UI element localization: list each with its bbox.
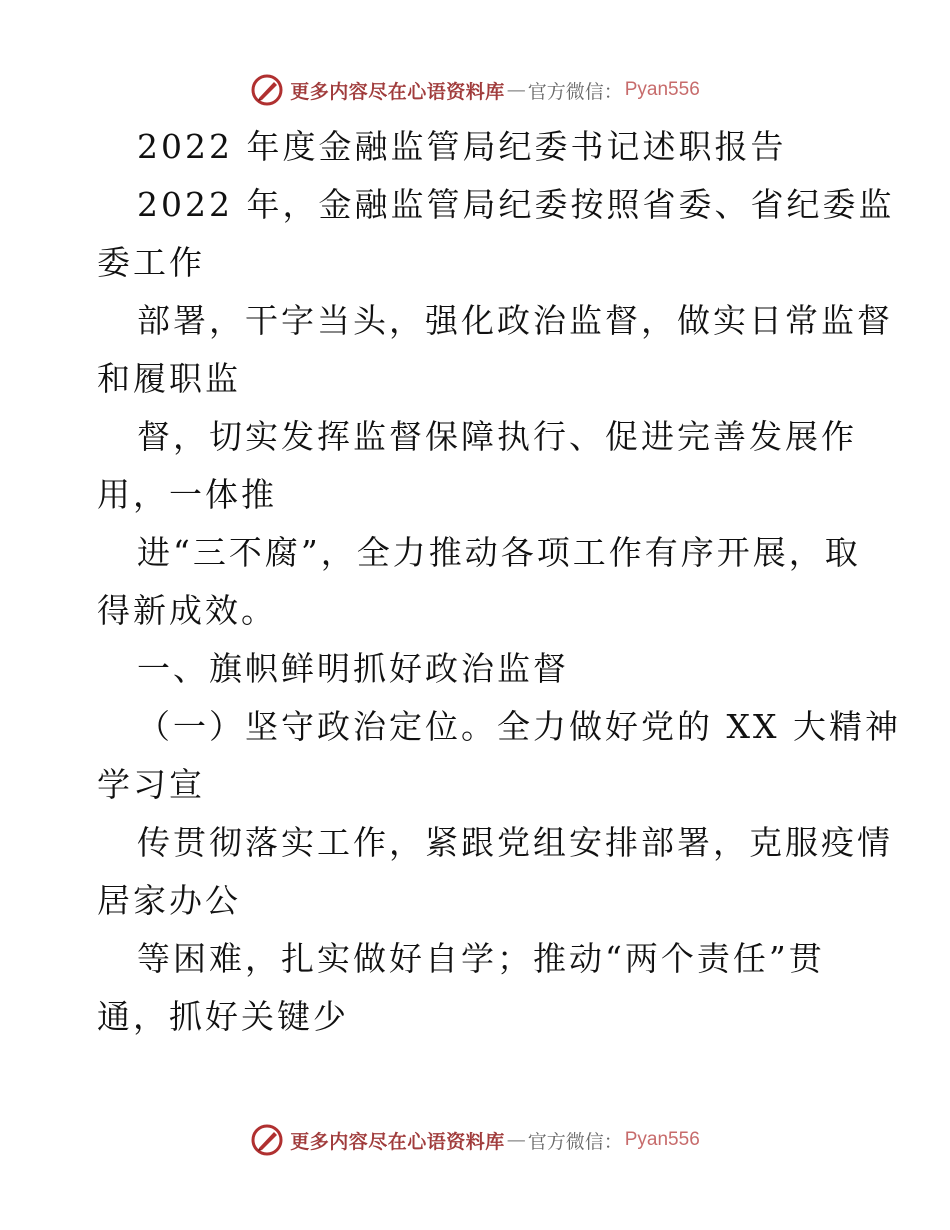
pen-logo-icon <box>250 73 284 107</box>
paragraph-line: 部署，干字当头，强化政治监督，做实日常监督 <box>137 301 893 340</box>
watermark-dash: — <box>506 1129 526 1151</box>
footer-watermark <box>0 1120 950 1160</box>
watermark-wechat-id: Pyan556 <box>624 79 700 100</box>
header-watermark <box>0 70 950 110</box>
paragraph-line: 用，一体推 <box>97 475 277 514</box>
paragraph-line: 进“三不腐”，全力推动各项工作有序开展，取 <box>137 533 861 572</box>
section-heading: 一、旗帜鲜明抓好政治监督 <box>137 649 569 688</box>
document-body <box>97 118 901 1046</box>
watermark-site-text: 更多内容尽在心语资料库 <box>290 1130 505 1153</box>
paragraph-line: 得新成效。 <box>97 591 277 630</box>
watermark-dash: — <box>506 79 526 101</box>
document-title: 2022 年度金融监管局纪委书记述职报告 <box>137 127 787 166</box>
paragraph-line: 等困难，扎实做好自学；推动“两个责任”贯 <box>137 939 825 978</box>
watermark-wechat-id: Pyan556 <box>624 1129 700 1150</box>
pen-logo-icon <box>250 1123 284 1157</box>
watermark-wechat-label: 官方微信： <box>527 80 623 103</box>
watermark-site-text: 更多内容尽在心语资料库 <box>290 80 505 103</box>
paragraph-line: 学习宣 <box>97 765 205 804</box>
paragraph-line: 传贯彻落实工作，紧跟党组安排部署，克服疫情 <box>137 823 893 862</box>
paragraph-line: 通，抓好关键少 <box>97 997 349 1036</box>
paragraph-line: 和履职监 <box>97 359 241 398</box>
paragraph-line: 委工作 <box>97 243 205 282</box>
subsection-heading-line: （一）坚守政治定位。全力做好党的 XX 大精神 <box>137 707 901 746</box>
paragraph-line: 居家办公 <box>97 881 241 920</box>
paragraph-line: 督，切实发挥监督保障执行、促进完善发展作 <box>137 417 857 456</box>
paragraph-line: 2022 年，金融监管局纪委按照省委、省纪委监 <box>137 185 895 224</box>
watermark-wechat-label: 官方微信： <box>527 1130 623 1153</box>
